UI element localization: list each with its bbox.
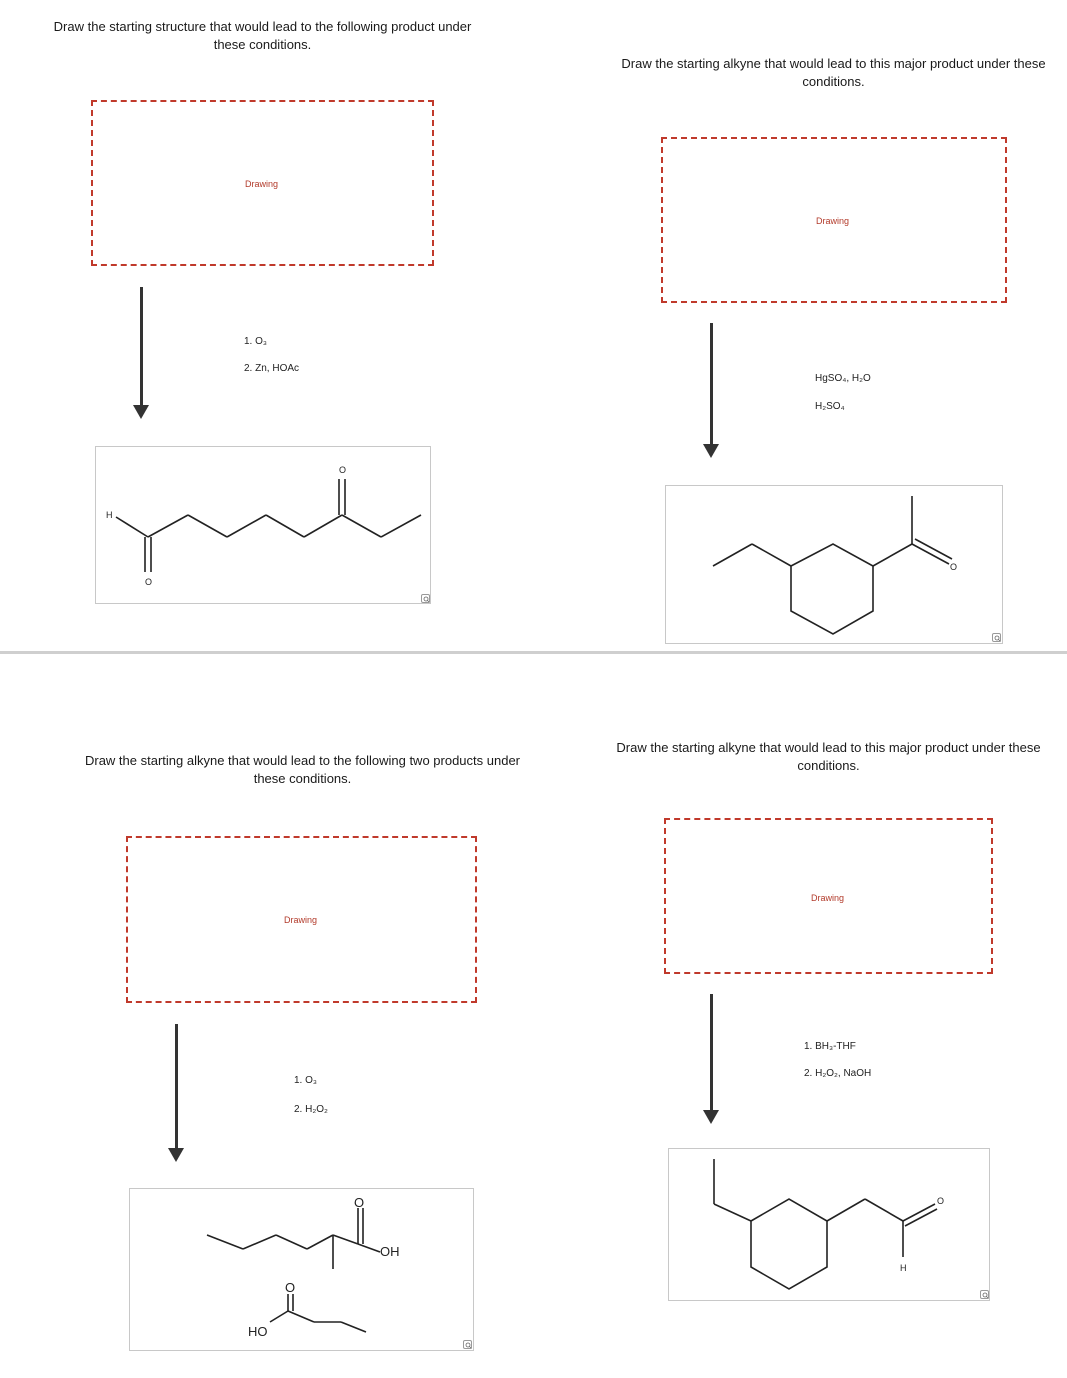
- q4-prompt: [605, 739, 1052, 775]
- q3-molecules-svg: [130, 1189, 475, 1352]
- q2-label-o: O: [950, 562, 958, 572]
- q4-prompt-line2: conditions.: [797, 758, 860, 773]
- q4-condition-1: 1. BH₃-THF: [804, 1041, 856, 1052]
- q3-label-o-top: O: [354, 1195, 365, 1210]
- q1-prompt-line2: these conditions.: [213, 37, 312, 52]
- q2-drawing-area[interactable]: [661, 137, 1007, 303]
- q1-prompt-line1: Draw the starting structure that would lead to the following product under: [53, 19, 472, 34]
- q4-prompt-line1: Draw the starting alkyne that would lead to this major product under these: [616, 740, 1041, 755]
- q1-condition-2: 2. Zn, HOAc: [244, 363, 300, 374]
- section-divider: [0, 651, 1067, 654]
- q1-arrow-shaft: [140, 287, 143, 406]
- q4-arrow-shaft: [710, 994, 713, 1111]
- q2-drawing-label: Drawing: [816, 216, 850, 226]
- q4-label-h: H: [900, 1263, 907, 1273]
- q4-product-structure: [668, 1148, 990, 1301]
- q1-down-arrow-icon: [133, 405, 149, 419]
- q2-condition-1: HgSO₄, H₂O: [815, 373, 871, 384]
- q3-prompt: [50, 752, 555, 788]
- q3-condition-1: 1. O₃: [294, 1075, 317, 1086]
- q3-drawing-area[interactable]: [126, 836, 477, 1003]
- q3-label-ho: HO: [248, 1324, 268, 1339]
- q2-prompt: [600, 55, 1067, 91]
- q2-prompt-line2: conditions.: [802, 74, 865, 89]
- q2-product-structure: [665, 485, 1003, 644]
- q2-molecule-svg: [666, 486, 1004, 645]
- q1-product-structure: [95, 446, 431, 604]
- q3-drawing-label: Drawing: [284, 915, 318, 925]
- q2-arrow-shaft: [710, 323, 713, 445]
- q1-zoom-icon[interactable]: [421, 594, 430, 603]
- q1-molecule-svg: [96, 447, 432, 605]
- q3-condition-2: 2. H₂O₂: [294, 1104, 328, 1115]
- q1-condition-1: 1. O₃: [244, 336, 267, 347]
- q3-down-arrow-icon: [168, 1148, 184, 1162]
- q3-prompt-line2: these conditions.: [253, 771, 352, 786]
- q4-zoom-icon[interactable]: [980, 1290, 989, 1299]
- q3-label-o-mid: O: [285, 1280, 296, 1295]
- q1-label-o-top: O: [339, 465, 347, 475]
- q4-condition-2: 2. H₂O₂, NaOH: [804, 1068, 872, 1079]
- q4-drawing-label: Drawing: [811, 893, 845, 903]
- q3-label-oh: OH: [380, 1244, 400, 1259]
- q1-label-o-bottom: O: [145, 577, 153, 587]
- q1-prompt: [20, 18, 505, 54]
- q2-zoom-icon[interactable]: [992, 633, 1001, 642]
- q4-down-arrow-icon: [703, 1110, 719, 1124]
- q1-label-h: H: [106, 510, 113, 520]
- q2-down-arrow-icon: [703, 444, 719, 458]
- q2-prompt-line1: Draw the starting alkyne that would lead to this major product under these: [621, 56, 1046, 71]
- q4-label-o: O: [937, 1196, 945, 1206]
- q2-condition-2: H₂SO₄: [815, 401, 845, 412]
- q4-drawing-area[interactable]: [664, 818, 993, 974]
- q3-prompt-line1: Draw the starting alkyne that would lead to the following two products under: [84, 753, 521, 768]
- q1-drawing-area[interactable]: [91, 100, 434, 266]
- q4-molecule-svg: [669, 1149, 991, 1302]
- q3-product-structures: [129, 1188, 474, 1351]
- q1-drawing-label: Drawing: [245, 179, 279, 189]
- q3-arrow-shaft: [175, 1024, 178, 1149]
- q3-zoom-icon[interactable]: [463, 1340, 472, 1349]
